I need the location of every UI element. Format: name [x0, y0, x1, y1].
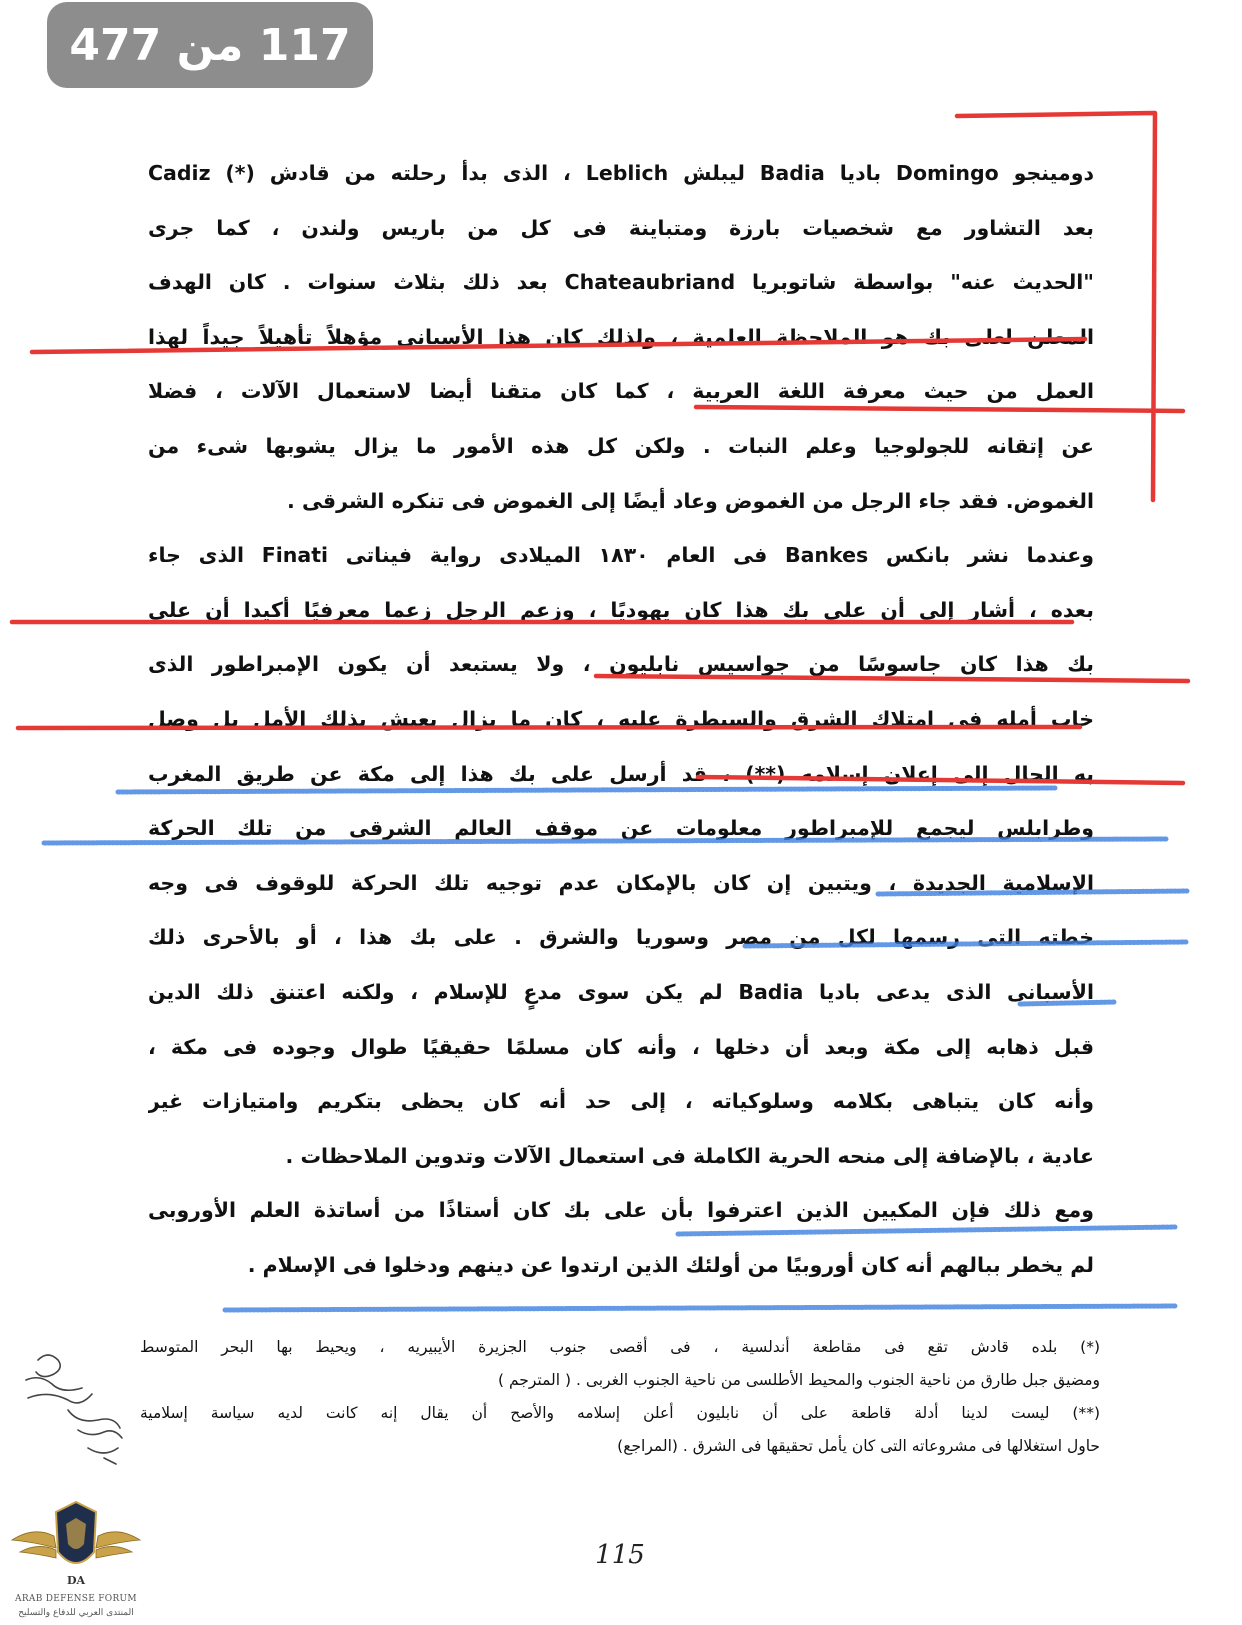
text-line: الغموض. فقد جاء الرجل من الغموض وعاد أيضًا إلى الغموض فى تنكره الشرقى . [287, 488, 1094, 513]
text-line: بعد التشاور مع شخصيات بارزة ومتباينة فى كل من باريس ولندن ، كما جرى [148, 215, 1094, 240]
text-line: عادية ، بالإضافة إلى منحه الحرية الكاملة فى استعمال الآلات وتدوين الملاحظات . [285, 1143, 1094, 1168]
eagle-shield-icon [10, 1490, 142, 1594]
forum-logo [10, 1490, 142, 1622]
text-line: وأنه كان يتباهى بكلامه وسلوكياته ، إلى حد أنه كان يحظى بتكريم وامتيازات غير [148, 1089, 1094, 1114]
text-line: عن إتقانه للجولوجيا وعلم النبات . ولكن كل هذه الأمور ما يزال يشوبها شىء من [148, 433, 1094, 458]
footnotes [140, 1331, 1100, 1463]
footnote-line: ومضيق جبل طارق من ناحية الجنوب والمحيط الأطلسى من ناحية الجنوب الغربى . ( المترجم ) [497, 1371, 1100, 1389]
text-line: به الحال إلى إعلان إسلامه (**) ، قد أرسل على بك هذا إلى مكة عن طريق المغرب [148, 761, 1094, 786]
footnote-line: حاول استغلالها فى مشروعاته التى كان يأمل تحقيقها فى الشرق . (المراجع) [617, 1437, 1100, 1455]
page-number: 115 [595, 1540, 645, 1570]
page-counter-badge [47, 2, 373, 88]
text-line: ومع ذلك فإن المكيين الذين اعترفوا بأن على بك كان أستاذًا من أساتذة العلم الأوروبى [148, 1198, 1094, 1223]
text-line: وعندما نشر بانكس Bankes فى العام ١٨٣٠ الميلادى رواية فيناتى Finati الذى جاء [148, 543, 1094, 568]
footnote-line: (*) بلده قادش تقع فى مقاطعة أندلسية ، فى أقصى جنوب الجزيرة الأيبيريه ، ويحيط بها البحر المتوسط [140, 1338, 1100, 1356]
text-line: العمل من حيث معرفة اللغة العربية ، كما كان متقنا أيضا لاستعمال الآلات ، فضلا [148, 379, 1094, 404]
text-line: الأسبانى الذى يدعى باديا Badia لم يكن سوى مدعٍ للإسلام ، ولكنه اعتنق ذلك الدين [148, 979, 1094, 1004]
text-line: بعده ، أشار إلى أن على بك هذا كان يهوديًا ، وزعم الرجل زعما معرفيًا أكيدا أن على [148, 597, 1094, 622]
text-line: الإسلامية الجديدة ، ويتبين إن كان بالإمكان عدم توجيه تلك الحركة للوقوف فى وجه [148, 870, 1094, 895]
footnote-line: (**) ليست لدينا أدلة قاطعة على أن نابليون أعلن إسلامه والأصح أن يقال إنه كانت لديه سياسة إسلامية [140, 1404, 1100, 1422]
blue-underline [225, 1306, 1176, 1310]
text-line: وطرابلس ليجمع للإمبراطور معلومات عن موقف العالم الشرقى من تلك الحركة [148, 816, 1094, 841]
text-line: خاب أمله فى امتلاك الشرق والسيطرة عليه ، كان ما يزال يعيش بذلك الأمل بل وصل [148, 706, 1094, 731]
body-text [148, 146, 1094, 1292]
text-line: قبل ذهابه إلى مكة وبعد أن دخلها ، وأنه كان مسلمًا حقيقيًا طوال وجوده فى مكة ، [148, 1034, 1094, 1059]
text-line: لم يخطر ببالهم أنه كان أوروبيًا من أولئك الذين ارتدوا عن دينهم ودخلوا فى الإسلام . [247, 1252, 1094, 1277]
signature-drawing [8, 1340, 158, 1480]
page-counter-text: 117 من 477 [69, 19, 351, 71]
logo-name-en: ARAB DEFENSE FORUM [15, 1594, 137, 1604]
logo-name-ar: المنتدى العربي للدفاع والتسليح [18, 1608, 134, 1618]
logo-monogram: DA [66, 1574, 86, 1587]
text-line: المعلن لعلى بك هو الملاحظة العلمية ، ولذلك كان هذا الأسبانى مؤهلاً تأهيلاً جيداً لهذا [148, 324, 1094, 349]
text-line: "الحديث عنه" بواسطة شاتوبريا Chateaubriand بعد ذلك بثلاث سنوات . كان الهدف [148, 270, 1094, 295]
text-line: دومينجو Domingo باديا Badia ليبلش Leblich ، الذى بدأ رحلته من قادش (*) Cadiz [148, 161, 1094, 185]
text-line: بك هذا كان جاسوسًا من جواسيس نابليون ، ولا يستبعد أن يكون الإمبراطور الذى [148, 652, 1094, 677]
text-line: خطته التى رسمها لكل من مصر وسوريا والشرق . على بك هذا ، أو بالأحرى ذلك [148, 925, 1094, 950]
handwritten-signature [8, 1340, 158, 1480]
